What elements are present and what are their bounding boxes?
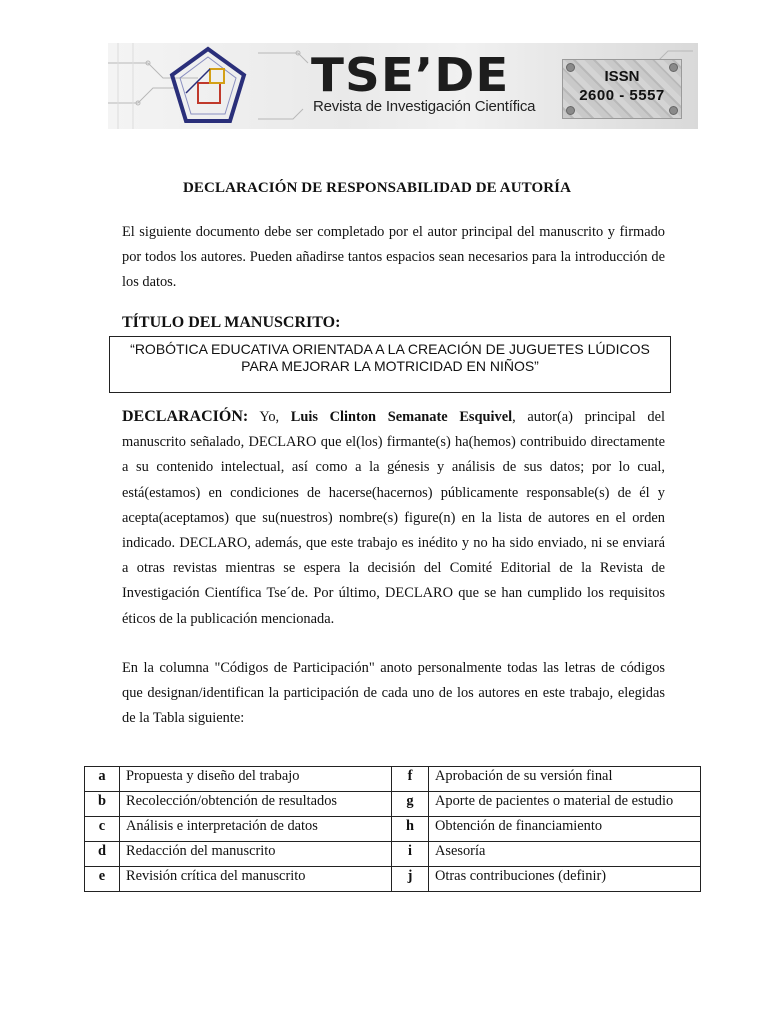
code-cell: a <box>85 767 120 792</box>
table-row <box>85 842 701 867</box>
manuscript-title-box <box>109 336 671 393</box>
bolt-icon <box>669 106 678 115</box>
table-row <box>85 767 701 792</box>
table-row <box>85 792 701 817</box>
description-cell: Aporte de pacientes o material de estudio <box>429 792 701 817</box>
description-cell: Otras contribuciones (definir) <box>429 867 701 892</box>
code-cell: h <box>392 817 429 842</box>
table-row <box>85 817 701 842</box>
issn-plate <box>562 59 682 119</box>
code-cell: f <box>392 767 429 792</box>
issn-number: 2600 - 5557 <box>579 87 665 104</box>
table-row <box>85 867 701 892</box>
declaration-label: DECLARACIÓN: <box>122 408 249 425</box>
manuscript-title-heading: TÍTULO DEL MANUSCRITO: <box>122 314 341 331</box>
journal-brand-title: TSE’DE <box>311 48 510 102</box>
code-cell: g <box>392 792 429 817</box>
description-cell: Análisis e interpretación de datos <box>120 817 392 842</box>
manuscript-title-text: “ROBÓTICA EDUCATIVA ORIENTADA A LA CREACIÓN DE JUGUETES LÚDICOS PARA MEJORAR LA MOTRICIDAD EN NIÑOS” <box>130 341 650 374</box>
participation-codes-paragraph: En la columna "Códigos de Participación" anoto personalmente todas las letras de códigos que designan/identifican la participación de cada uno de los autores en este trabajo, elegidas de la Tabla siguiente: <box>122 660 665 727</box>
bolt-icon <box>566 106 575 115</box>
code-cell: c <box>85 817 120 842</box>
document-title: DECLARACIÓN DE RESPONSABILIDAD DE AUTORÍA <box>183 180 572 196</box>
declaration-paragraph <box>122 404 665 632</box>
description-cell: Recolección/obtención de resultados <box>120 792 392 817</box>
description-cell: Revisión crítica del manuscrito <box>120 867 392 892</box>
author-name: Luis Clinton Semanate Esquivel <box>290 409 513 425</box>
description-cell: Aprobación de su versión final <box>429 767 701 792</box>
journal-banner <box>108 43 698 129</box>
declaration-prefix: Yo, <box>248 409 291 425</box>
code-cell: b <box>85 792 120 817</box>
journal-subtitle: Revista de Investigación Científica <box>313 98 536 115</box>
pentagon-logo-icon <box>166 43 250 129</box>
code-cell: e <box>85 867 120 892</box>
description-cell: Obtención de financiamiento <box>429 817 701 842</box>
issn-label: ISSN <box>604 68 640 85</box>
description-cell: Asesoría <box>429 842 701 867</box>
description-cell: Redacción del manuscrito <box>120 842 392 867</box>
description-cell: Propuesta y diseño del trabajo <box>120 767 392 792</box>
participation-codes-table <box>84 766 701 892</box>
declaration-body: , autor(a) principal del manuscrito señalado, DECLARO que el(los) firmante(s) ha(hemos) contribuido directamente a su contenido intelectual, así como a la génesis y análisis de sus datos; por lo cual, está(estamos) en condiciones de hacerse(hacernos) públicamente responsable(s) de él y acepta(aceptamos) que su(nuestros) nombre(s) figure(n) en la lista de autores en el orden indicado. DECLARO, además, que este trabajo es inédito y no ha sido enviado, ni se enviará a otras revistas mientras se espera la decisión del Comité Editorial de la Revista de Investigación Científica Tse´de. Por último, DECLARO que se han cumplido los requisitos éticos de la publicación mencionada. <box>122 409 665 627</box>
code-cell: j <box>392 867 429 892</box>
code-cell: i <box>392 842 429 867</box>
intro-paragraph: El siguiente documento debe ser completado por el autor principal del manuscrito y firmado por todos los autores. Pueden añadirse tantos espacios sean necesarios para la introducción de los datos. <box>122 224 665 291</box>
code-cell: d <box>85 842 120 867</box>
